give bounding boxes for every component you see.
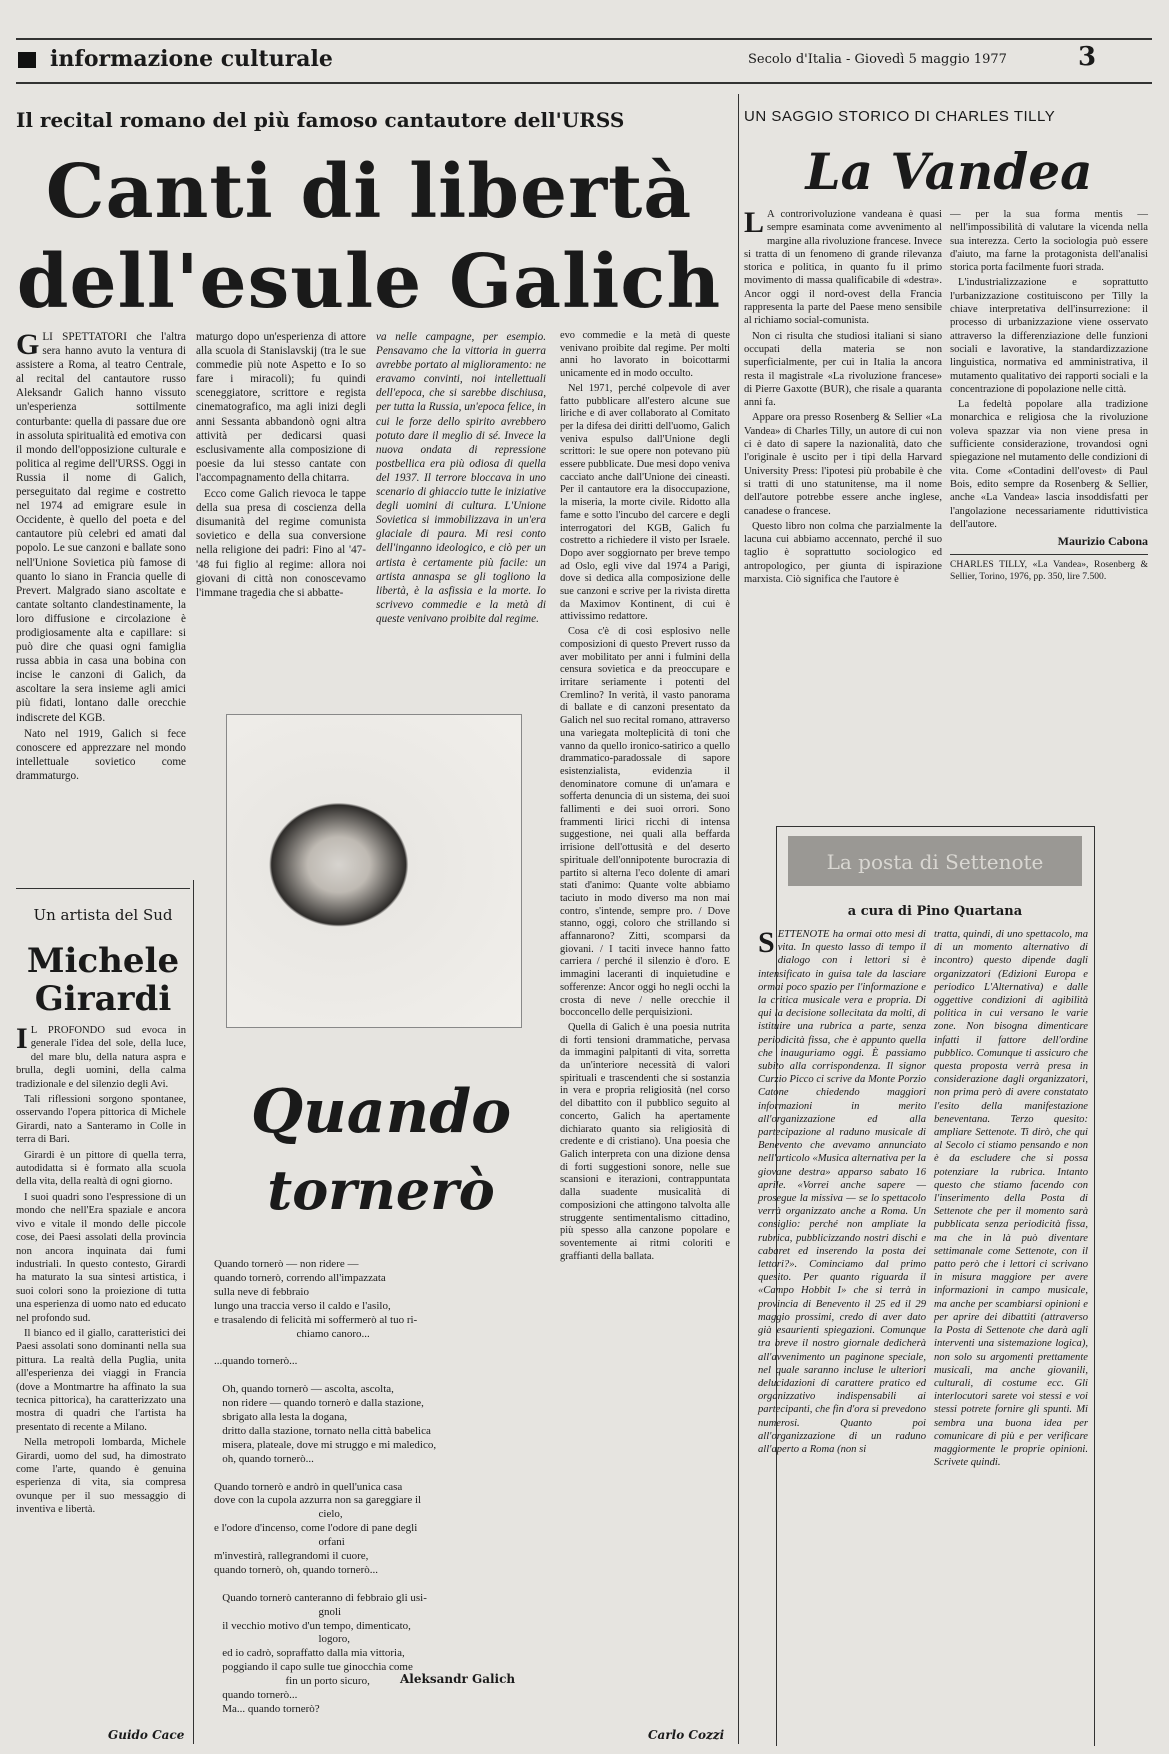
poem-line: non ridere — quando tornerò e dalla stazione, [214, 1397, 424, 1410]
girardi-para4: I suoi quadri sono l'espressione di un mondo che nell'Era spaziale e ancora vivo e vitale il mondo delle piccole cose, dei Paesi assolati della provincia non ancora inquinata dai fumi industriali. In questo contesto, Girardi ha maturato la sua sintesi artistica, i suoi colori sono la proiezione di tutta una esperienza di uomo nato ed educato nel profondo sud. [16, 1191, 186, 1324]
galich-col1-para2: Nato nel 1919, Galich si fece conoscere ed apprezzare nel mondo intellettuale sovietico come drammaturgo. [16, 727, 186, 782]
poem-title-line2: tornerò [267, 1158, 495, 1222]
poem-line: poggiando il capo sulle tue ginocchia come [214, 1661, 413, 1674]
galich-column-3 [376, 330, 546, 628]
vandea-book-note: CHARLES TILLY, «La Vandea», Rosenberg & Sellier, Torino, 1976, pp. 350, lire 7.500. [950, 554, 1148, 582]
vandea-signature: Maurizio Cabona [1057, 534, 1148, 549]
girardi-para6: Nella metropoli lombarda, Michele Girardi, uomo del sud, ha dimostrato come l'arte, quando è genuina esperienza di vita, sia compresa ovunque per il suo messaggio di inventiva e libertà. [16, 1437, 186, 1516]
section-label: informazione culturale [50, 46, 333, 72]
vandea-col1-para1: A controrivoluzione vandeana è quasi sempre esaminata come avvenimento al margine alla rivoluzione francese. Invece si tratta di un fenomeno di grande rilevanza storica e politica, in quanto fu il primo movimento di massa qualificabile di «destra». Ancor oggi il nord-ovest della Francia rappresenta la parte del Paese meno sensibile al richiamo social-comunista. [744, 209, 942, 327]
poem-line: chiamo canoro... [214, 1327, 370, 1340]
vandea-kicker: UN SAGGIO STORICO DI CHARLES TILLY [744, 108, 1056, 125]
galich-col1-para1: LI SPETTATORI che l'altra sera hanno avuto la ventura di assistere a Roma, al teatro Centrale, al recital del cantautore russo Aleksandr Galich hanno vissuto un'esperienza sottilmente conturbante: quella di passare due ore in assoluta spiritualità ed emotiva con il mondo dell'opposizione culturale e politica al regime dell'URSS. Oggi in Russia il nome di Galich, perseguitato dal regime e costretto nel 1974 ad emigrare esule in Occidente, è quello del poeta e del cantautore più celebri ed amati dal popolo. Le sue canzoni e ballate sono nell'Unione Sovietica più famose di quanto lo siano in Francia quelle di Prevert. Malgrado siano ascoltate e cantate soltanto clandestinamente, la loro diffusione e circolazione è prodigiosamente alta e capillare: si può dire che quasi ogni famiglia russa abbia in casa una bobina con incise le canzoni di Galich, da ascoltare la sera insieme agli amici più fidati, lontano dalle orecchie indiscrete del KGB. [16, 331, 186, 724]
poem-line [214, 1341, 544, 1355]
poem-line: misera, plateale, dove mi struggo e mi maledico, [214, 1438, 437, 1451]
girardi-signature: Guido Cace [108, 1728, 185, 1742]
galich-col2-para1: maturgo dopo un'esperienza di attore alla scuola di Stanislavskij (tra le sue commedie più note Aspetto e Io so fare i miracoli); fu quindi sceneggiatore, scrittore e regista cinematografico, ma agli inizi degli anni Sessanta abbandonò ogni altra attività per dedicarsi quasi esclusivamente alla composizione di poesie da lui stesso cantate con l'accompagnamento della chitarra. [196, 331, 366, 484]
vandea-col2-para3: La fedeltà popolare alla tradizione monarchica e religiosa che la rivoluzione voleva spazzar via non viene presa in sufficiente considerazione, trovandosi ogni spiegazione nel mutamento delle condizioni di vita. Come «Contadini dell'ovest» di Paul Bois, edito sempre da Rosenberg & Sellier, anche «La Vandea» lascia insoddisfatti per l'angolazione necessariamente riduttivistica dell'autore. [950, 399, 1148, 530]
header-rule [16, 82, 1152, 84]
vandea-col1-para4: Questo libro non colma che parzialmente la lacuna cui abbiamo accennato, perché il suo taglio è soprattutto sociologico ed antropologico, per giunta di ispirazione marxista. Ciò significa che l'autore è [744, 520, 942, 586]
poem-line: orfani [214, 1536, 345, 1549]
galich-column-2 [196, 330, 366, 602]
poem-author: Aleksandr Galich [400, 1672, 516, 1686]
vandea-col2-para2: L'industrializzazione e soprattutto l'urbanizzazione costituiscono per Tilly la chiave interpretativa dell'insurrezione: il processo di urbanizzazione viene osservato attraverso la differenziazione delle funzioni sociali e lavorative, la standardizzazione linguistica, normativa ed amministrativa, il mutamento qualitativo dei rapporti sociali e la concentrazione di popolazione nelle città. [950, 277, 1148, 395]
girardi-kicker: Un artista del Sud [33, 906, 173, 924]
galich-kicker: Il recital romano del più famoso cantautore dell'URSS [16, 108, 625, 132]
poem-line: sulla neve di febbraio [214, 1285, 309, 1298]
dateline: Secolo d'Italia - Giovedì 5 maggio 1977 [748, 52, 1007, 67]
vandea-dropcap: L [744, 206, 765, 239]
poem-line: ...quando tornerò... [214, 1355, 298, 1368]
posta-column-2 [934, 928, 1088, 1471]
posta-rule-right [1094, 826, 1095, 1746]
galich-column-1 [16, 330, 186, 785]
poem-line: cielo, [214, 1508, 343, 1521]
vandea-col1-para3: Appare ora presso Rosenberg & Sellier «La Vandea» di Charles Tilly, un autore di cui non ci è dato di sapere la nazionalità, dato che l'originale è uscito per i tipi della Harvard University Press: l'ipotesi più probabile è che si tratti di uno statunitense, ma il nome dell'autore potrebbe essere anche inglese, canadese o francese. [744, 412, 942, 517]
section-bullet-icon [18, 52, 36, 68]
posta-rule-top [776, 826, 1095, 827]
poem-line: logoro, [214, 1633, 350, 1646]
galich-column-4 [560, 330, 730, 1265]
galich-col4-para1: evo commedie e la metà di queste venivano proibite dal regime. Per molti anni ho lavorato in boicottarmi unicamente ed in modo occulto. [560, 330, 730, 380]
girardi-column [16, 1024, 186, 1519]
vandea-column-1 [744, 208, 942, 588]
posta-header: La posta di Settenote [826, 850, 1044, 874]
girardi-headline [18, 942, 188, 1018]
poem-line: il vecchio motivo d'un tempo, dimenticato, [214, 1619, 411, 1632]
girardi-top-rule [16, 888, 190, 889]
vandea-col1-para2: Non ci risulta che studiosi italiani si siano occupati della materia se non superficialmente, per cui in Italia la ancora resta il magistrale «La rivoluzione francese» di Pierre Gaxotte (BUR), che risale a quaranta anni fa. [744, 330, 942, 409]
poem-line: Oh, quando tornerò — ascolta, ascolta, [214, 1383, 394, 1396]
poem-line: dritto dalla stazione, tornato nella città babelica [214, 1424, 431, 1437]
posta-byline: a cura di Pino Quartana [847, 904, 1023, 919]
poem-line: sbrigato alla lesta la dogana, [214, 1410, 348, 1423]
poem-line: lungo una traccia verso il caldo e l'asilo, [214, 1299, 391, 1312]
galich-col4-para2: Nel 1971, perché colpevole di aver fatto pubblicare all'estero alcune sue liriche e di aver collaborato al Comitato per la difesa dei diritti dell'uomo, Galich veniva espulso dall'Unione degli scrittori: le sue opere non potevano più essere pubblicate. Due mesi dopo veniva cacciato anche dall'Unione dei cineasti. Per il cantautore era la disoccupazione, la miseria, la morte civile. Ridotto alla fame e sotto l'incubo del carcere e degli interrogatori del KGB, Galich fu costretto a richiedere il visto per Israele. Dopo aver soggiornato per breve tempo ad Oslo, egli vive dal 1974 a Parigi, dove si dedica alla composizione delle sue canzoni e scrive per la rivista diretta da Maximov Kontinent, di cui è attivissimo redattore. [560, 382, 730, 623]
vandea-col2-para1: — per la sua forma mentis — nell'impossibilità di valutare la vicenda nella sua interezza. Certo la sociologia può essere d'aiuto, ma farne la protagonista dell'analisi storica porta facilmente fuori strada. [950, 209, 1148, 274]
galich-portrait-photo [226, 714, 522, 1028]
poem-line: quando tornerò, oh, quando tornerò... [214, 1563, 379, 1576]
vandea-column-2 [950, 208, 1148, 582]
top-rule [16, 38, 1152, 40]
girardi-dropcap: I [16, 1022, 28, 1055]
galich-headline-line2: dell'esule Galich [16, 239, 722, 325]
column-rule [738, 94, 739, 1744]
poem-line [214, 1467, 544, 1481]
galich-headline-line1: Canti di libertà [45, 149, 693, 235]
girardi-para3: Girardi è un pittore di quella terra, autodidatta si è formato alla scuola della vita, della realtà di ogni giorno. [16, 1149, 186, 1188]
poem-line: quando tornerò, correndo all'impazzata [214, 1271, 386, 1284]
poem-line: Ma... quando tornerò? [214, 1703, 320, 1715]
girardi-para1: L PROFONDO sud evoca in generale l'idea del sole, della luce, del mare blu, della natura aspra e brulla, degli uomini, della calma tradizionale e del silenzio degli Avi. [16, 1025, 186, 1090]
poem-line: ed io cadrò, sopraffatto dalla mia vittoria, [214, 1647, 405, 1660]
poem-title-line1: Quando [250, 1077, 512, 1147]
poem-line: Quando tornerò canteranno di febbraio gli usi- [214, 1591, 427, 1604]
posta-col2-text: tratta, quindi, di uno spettacolo, ma di un momento alternativo di incontro) questo dipende dagli organizzatori (Edizioni Europa e periodico L'Alternativa) e dalle oggettive condizioni di agibilità politica in cui versano le varie zone. Non bisogna dimenticare infatti il fattore dell'ordine pubblico. Comunque ti assicuro che questa proposta verrà presa in considerazione dagli organizzatori, non prima però di avere constatato l'esito della manifestazione beneventana. Terzo quesito: ampliare Settenote. Ti dirò, che qui al Secolo ci stiamo pensando e non è da escludere che si possa potenziare la rubrica. Intanto questo che stiamo facendo con l'inserimento della Posta di Settenote che per il momento sarà pubblicata senza periodicità fissa, ma che in là può diventare settimanale come Settenote, con il patto però che i lettori ci scrivano in misura maggiore per avere informazioni in campo musicale, ma anche per scambiarsi opinioni e per aprire dei dibattiti (attraverso la Posta di Settenote che darà agli interventi una sistemazione logica), non solo su argomenti prettamente musicali, ma anche giovanili, culturali, di costume ecc. Gli interlocutori sarete voi stessi e voi stessi potrete fornire gli spunti. Mi sembra una buona idea per comunicare di più e per verificare maggiormente le proprie opinioni. Scrivete quindi. [934, 929, 1088, 1469]
vandea-headline: La Vandea [805, 142, 1093, 201]
page-number: 3 [1078, 42, 1097, 72]
poem-line [214, 1369, 544, 1383]
galich-dropcap: G [16, 328, 40, 361]
poem-line: m'investirà, rallegrandomi il cuore, [214, 1550, 369, 1563]
girardi-para5: Il bianco ed il giallo, caratteristici dei Paesi assolati sono dominanti nella sua pittura. La realtà della Puglia, unita all'esperienza dei viaggi in Francia (dove a Montmartre ha affinato la sua tecnica pittorica), ha caratterizzato una mostra di quadri che l'artista ha presentato di recente a Milano. [16, 1327, 186, 1433]
galich-signature: Carlo Cozzi [648, 1728, 725, 1742]
girardi-para2: Tali riflessioni sorgono spontanee, osservando l'opera pittorica di Michele Girardi, nato a Santeramo in Colle in terra di Bari. [16, 1094, 186, 1146]
poem-line: dove con la cupola azzurra non sa gareggiare il [214, 1494, 422, 1507]
poem-line: quando tornerò... [214, 1689, 298, 1702]
posta-column-1 [758, 928, 926, 1458]
poem-line: e l'odore d'incenso, come l'odore di pane degli [214, 1522, 418, 1535]
poem-line [214, 1578, 544, 1592]
posta-col1-text: ETTENOTE ha ormai otto mesi di vita. In questo lasso di tempo il dialogo con i lettori si è intensificato in guisa tale da lasciare ormai poco spazio per l'informazione e la critica musicale vera e propria. Di qui la decisione sollecitata da molti, di istituire una rubrica a parte, senza periodicità fissa, che è appunto quella che inauguriamo oggi. È passiamo subito alla corrispondenza. Il signor Curzio Picco ci scrive da Monte Porzio Catone chiedendo maggiori informazioni in merito all'organizzazione ed alla partecipazione al raduno musicale di Benevento che avevamo annunciato nell'articolo «Musica alternativa per la giovane destra» apparso sabato 16 aprile. «Vorrei anche sapere — prosegue la missiva — se lo spettacolo verrà organizzato anche a Roma. Un consiglio: perché non ampliate la rubrica, pubblicizzando nostri dischi e cabaret ed inserendo la posta dei lettori?». Cominciamo dal primo quesito. Per quanto riguarda il «Campo Hobbit I» che si terrà in provincia di Benevento il 25 ed il 29 maggio prossimi, credo di aver dato già esaurienti spiegazioni. Comunque tra breve il nostro giornale dedicherà all'avvenimento un paginone speciale, nel quale saranno incluse le ulteriori delucidazioni di carattere pratico ed organizzativo indispensabili ai partecipanti, che fin d'ora si prevedono numerosi. Quanto poi all'organizzazione di un raduno all'aperto a Roma (non si [758, 929, 926, 1455]
column-rule [193, 880, 194, 1744]
poem-line: fin un porto sicuro, [214, 1675, 370, 1688]
girardi-headline-line1: Michele [26, 941, 180, 981]
galich-col2-para2: Ecco come Galich rievoca le tappe della sua presa di coscienza della disumanità del regime comunista sovietico e della sua conversione nella religione dei padri: Fino al '47-'48 fui figlio al regime: allora noi giovani di città non conoscevamo l'immane tragedia che si abbatte- [196, 488, 366, 599]
galich-col4-para3: Cosa c'è di così esplosivo nelle composizioni di questo Prevert russo da aver mobilitato per anni i fulmini della censura sovietica e da preoccupare e irritare seriamente i potenti del Cremlino? In verità, il vasto panorama di ballate e di canzoni presentato da Galich nel suo recital romano, attraverso una variegata molteplicità di toni che vanno da quello ironico-satirico a quello drammatico-paradossale di sapore esistenzialista, evidenzia il denominatore comune di un'amara e sofferta denuncia di un sistema, dei suoi fallimenti e dei suoi orrori. Sono frammenti lirici ricchi di intensa suggestione, nei quali alla beffarda irrisione dell'ottusità e del deserto spirituale dell'onnipotente burocrazia di partito si alterna l'eco dolente di amari stati d'animo: Quante volte abbiamo taciuto in modo diverso ma non mai contro, s'intende, sempre pro. / Dove stanno, oggi, coloro che strillando si affannarono? Zitti, scomparsi da giovani. / I taciti invece hanno fatto carriera / perché il silenzio è d'oro. E immagini laceranti di inquietudine e sofferenze: Ancor oggi ho negli occhi la crosta di neve / nelle orecchie il bocconcello delle perquisizioni. [560, 626, 730, 1019]
poem-line: Quando tornerò — non ridere — [214, 1258, 359, 1270]
poem-line: e trasalendo di felicità mi soffermerò al tuo ri- [214, 1313, 418, 1326]
poem-line: Quando tornerò e andrò in quell'unica casa [214, 1480, 403, 1493]
galich-col3-text: va nelle campagne, per esempio. Pensavamo che la vittoria in guerra avrebbe portato al miglioramento: ne eravamo convinti, noi intellettuali dell'epoca, che si sarebbe dischiusa, per tutta la Russia, un'epoca felice, in cui le forze dello spirito avrebbero potuto dare il meglio di sé. Invece la nuova ondata di repressione postbellica era più odiosa di quella del 1937. Il terrore bloccava in uno scenario di ghiaccio tutte le iniziative degli uomini di cultura. L'Unione Sovietica si immobilizzava in un'era glaciale di paura. Mi resi conto dell'inganno ideologico, e ciò per un artista è certamente più facile: un artista annaspa se gli togliono la libertà, è la asfissia e la morte. Io scrivevo commedie e la metà di queste venivano proibite dal regime. [376, 331, 546, 625]
poem-line: gnoli [214, 1605, 342, 1618]
girardi-headline-line2: Girardi [34, 979, 172, 1019]
poem-text [214, 1258, 544, 1717]
poem-line: oh, quando tornerò... [214, 1452, 314, 1465]
posta-dropcap: S [758, 926, 775, 959]
galich-col4-para4: Quella di Galich è una poesia nutrita di forti tensioni drammatiche, pervasa da immagini palpitanti di vita, sorretta da un'interiore necessità di valori spirituali e trascendenti che si sostanzia in vera e propria religiosità (nel corso del dibattito con il pubblico seguito al concerto, Galich ha apertamente dichiarato quanto sia religiosità di credente e di cristiano). Una poesia che Galich interpreta con una dizione densa di forti suggestioni sonore, nelle sue scansioni e iterazioni, contrappuntata dalla suadente musicalità di composizioni che attingono talvolta alle struggente sentimentalismo cittadino, più spesso alla canzone popolare e soventemente ai ritmi coloriti e graffianti della ballata. [560, 1021, 730, 1262]
